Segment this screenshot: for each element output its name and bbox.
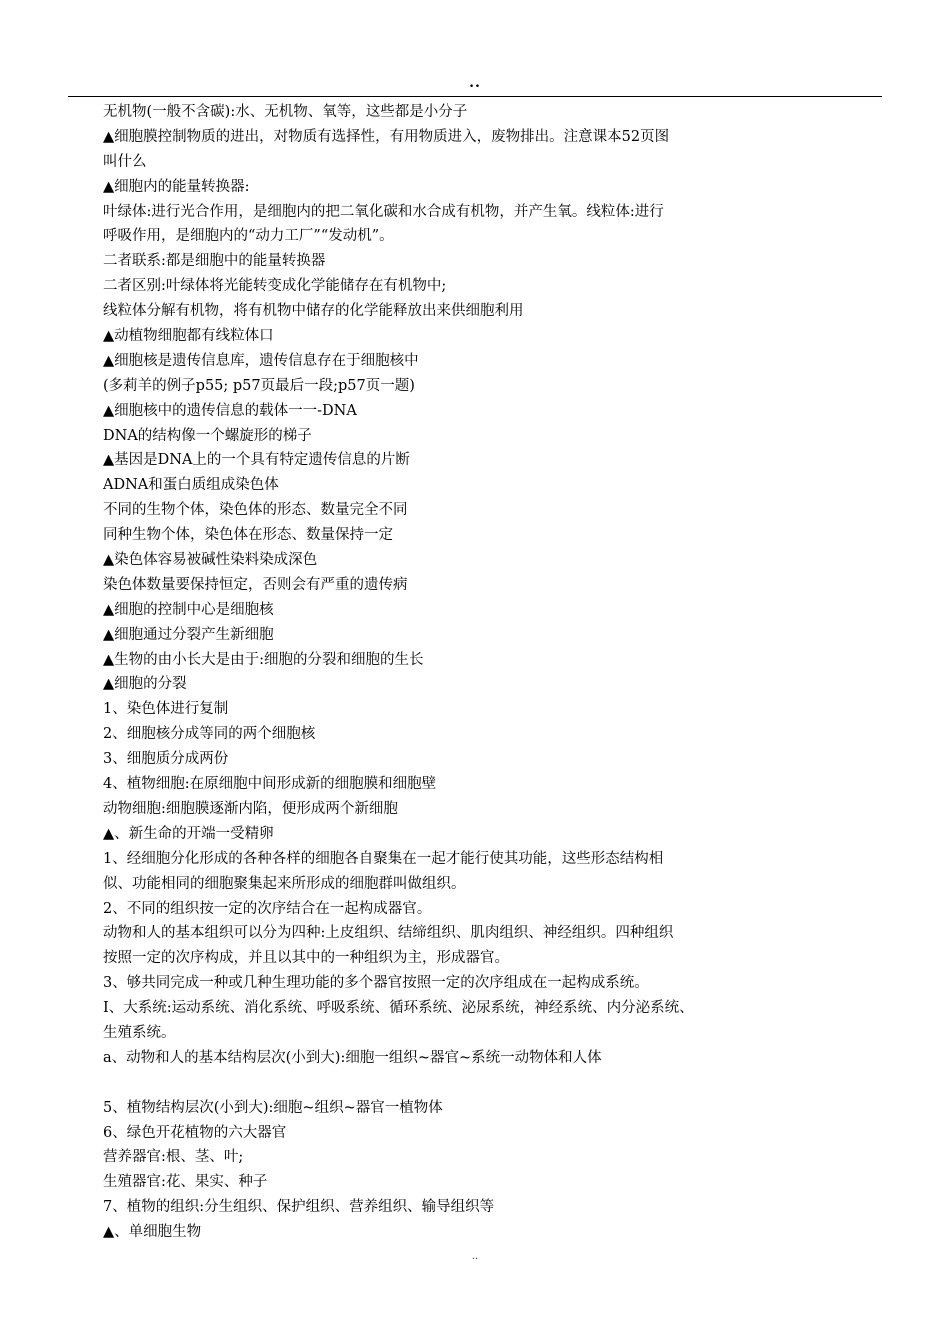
text-line: 叶绿体:进行光合作用，是细胞内的把二氧化碳和水合成有机物，并产生氧。线粒体:进行 bbox=[103, 203, 664, 220]
footer-marker: .. bbox=[471, 1251, 479, 1262]
text-line: 2、细胞核分成等同的两个细胞核 bbox=[103, 726, 316, 743]
text-line: 3、细胞质分成两份 bbox=[103, 751, 229, 768]
text-line: 生殖器官:花、果实、种子 bbox=[103, 1174, 268, 1191]
text-line: 二者联系:都是细胞中的能量转换器 bbox=[103, 253, 326, 270]
text-line: 无机物(一般不含碳):水、无机物、氧等，这些都是小分子 bbox=[103, 104, 468, 120]
text-line: 似、功能相同的细胞聚集起来所形成的细胞群叫做组织。 bbox=[103, 875, 466, 892]
text-line: 生殖系统。 bbox=[103, 1024, 176, 1041]
text-line: ▲、新生命的开端一受精卵 bbox=[103, 825, 274, 842]
text-line: 染色体数量要保持恒定，否则会有严重的遗传病 bbox=[103, 576, 408, 593]
text-line: ▲动植物细胞都有线粒体口 bbox=[103, 328, 274, 345]
body-text bbox=[103, 100, 823, 1245]
text-line: ▲细胞核是遗传信息库，遗传信息存在于细胞核中 bbox=[103, 352, 419, 369]
text-line: ▲染色体容易被碱性染料染成深色 bbox=[103, 552, 318, 569]
text-line: 营养器官:根、茎、叶; bbox=[103, 1149, 244, 1166]
text-line: ▲细胞膜控制物质的进出，对物质有选择性，有用物质进入，废物排出。注意课本52页图 bbox=[103, 128, 670, 145]
text-line: ▲基因是DNA上的一个具有特定遗传信息的片断 bbox=[103, 452, 410, 469]
text-line: DNA的结构像一个螺旋形的梯子 bbox=[103, 427, 312, 444]
text-line: 二者区别:叶绿体将光能转变成化学能储存在有机物中; bbox=[103, 278, 447, 295]
header-rule bbox=[68, 96, 882, 97]
text-line: 同种生物个体，染色体在形态、数量保持一定 bbox=[103, 527, 393, 544]
text-line: 6、绿色开花植物的六大器官 bbox=[103, 1124, 287, 1141]
text-line: ▲细胞内的能量转换器: bbox=[103, 178, 250, 195]
text-line: 叫什么 bbox=[103, 153, 147, 170]
text-line: 按照一定的次序构成，并且以其中的一种组织为主，形成器官。 bbox=[103, 950, 509, 967]
text-line: 动物细胞:细胞膜逐渐内陷，便形成两个新细胞 bbox=[103, 800, 398, 817]
text-line: 3、够共同完成一种或几种生理功能的多个器官按照一定的次序组成在一起构成系统。 bbox=[103, 975, 649, 992]
text-line: ▲、单细胞生物 bbox=[103, 1224, 202, 1241]
text-line: ADNA和蛋白质组成染色体 bbox=[103, 477, 279, 494]
text-line: 1、经细胞分化形成的各种各样的细胞各自聚集在一起才能行使其功能，这些形态结构相 bbox=[103, 850, 664, 867]
text-line: ▲细胞核中的遗传信息的载体一一-DNA bbox=[103, 402, 357, 419]
text-line: 4、植物细胞:在原细胞中间形成新的细胞膜和细胞壁 bbox=[103, 776, 437, 793]
text-line: 不同的生物个体，染色体的形态、数量完全不同 bbox=[103, 502, 408, 519]
text-line bbox=[103, 1071, 823, 1096]
text-line: 5、植物结构层次(小到大):细胞~组织~器官一植物体 bbox=[103, 1099, 443, 1116]
text-line: 1、染色体进行复制 bbox=[103, 701, 229, 718]
text-line: 呼吸作用，是细胞内的“动力工厂”“发动机”。 bbox=[103, 228, 394, 245]
text-line: 线粒体分解有机物，将有机物中储存的化学能释放出来供细胞利用 bbox=[103, 303, 524, 320]
text-line: a、动物和人的基本结构层次(小到大):细胞一组织~器官~系统一动物体和人体 bbox=[103, 1049, 602, 1066]
text-line: ▲细胞的分裂 bbox=[103, 676, 187, 693]
text-line: 动物和人的基本组织可以分为四种:上皮组织、结缔组织、肌肉组织、神经组织。四种组织 bbox=[103, 925, 674, 942]
text-line: 2、不同的组织按一定的次序结合在一起构成器官。 bbox=[103, 900, 432, 917]
text-line: ▲细胞通过分裂产生新细胞 bbox=[103, 626, 274, 643]
text-line: 7、植物的组织:分生组织、保护组织、营养组织、输导组织等 bbox=[103, 1199, 495, 1216]
header-marker: .. bbox=[469, 75, 481, 91]
text-line: ▲细胞的控制中心是细胞核 bbox=[103, 601, 274, 618]
text-line: (多莉羊的例子p55; p57页最后一段;p57页一题) bbox=[103, 377, 415, 394]
text-line: ▲生物的由小长大是由于:细胞的分裂和细胞的生长 bbox=[103, 651, 424, 668]
text-line: I、大系统:运动系统、消化系统、呼吸系统、循环系统、泌尿系统，神经系统、内分泌系统、 bbox=[103, 1000, 694, 1017]
